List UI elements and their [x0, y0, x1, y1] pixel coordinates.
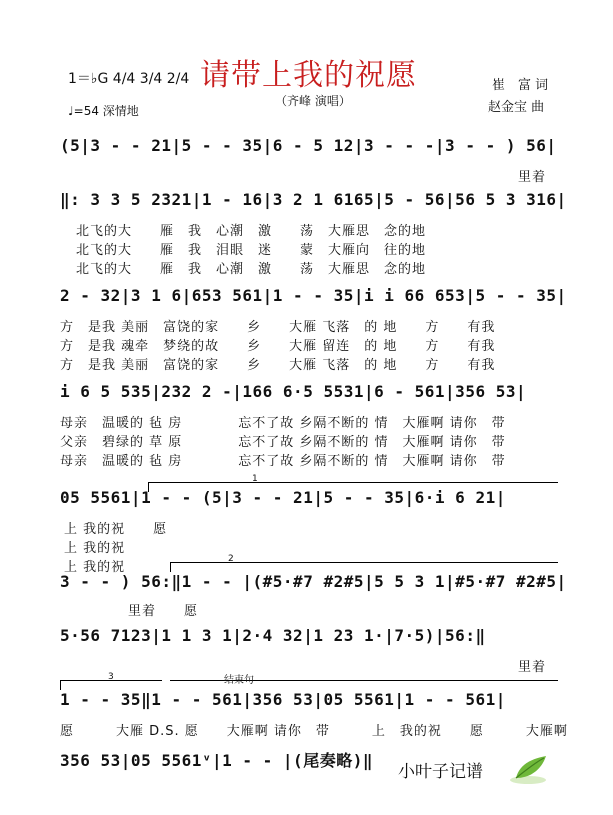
lyric-line-6: 里着 愿	[128, 604, 199, 619]
page-title: 请带上我的祝愿	[200, 58, 417, 93]
lyric-line-2-2: 北飞的大 雁 我 泪眼 迷 蒙 大雁向 往的地	[76, 243, 427, 258]
singer-credit: （齐峰 演唱）	[275, 94, 351, 108]
volta-3-hook	[60, 680, 61, 690]
score-line-6: 3 - - ) 56:‖1 - - |(#5·#7 #2#5|5 5 3 1|#5·#7 #2#5|	[60, 572, 567, 591]
ending-label: 结束句	[224, 675, 254, 686]
lyric-line-7: 里着	[518, 660, 547, 675]
lyric-line-8: 愿 大雁 D.S. 愿 大雁啊 请你 带 上 我的祝 愿 大雁啊	[60, 724, 568, 739]
lyricist-credit: 崔 富 词	[492, 78, 549, 93]
score-line-7: 5·56 7123|1 1 3 1|2·4 32|1 23 1·|7·5)|56:‖	[60, 626, 486, 645]
lyric-line-5-3: 上 我的祝	[64, 560, 126, 575]
score-line-1: (5|3 - - 21|5 - - 35|6 - 5 12|3 - - -|3 - - ) 56|	[60, 136, 557, 155]
leaf-icon	[510, 752, 550, 786]
lyric-line-5-1: 上 我的祝 愿	[64, 522, 168, 537]
lyric-line-3-2: 方 是我 魂牵 梦绕的故 乡 大雁 留连 的 地 方 有我	[60, 339, 496, 354]
logo-text: 小叶子记谱	[398, 762, 483, 782]
composer-credit: 赵金宝 曲	[488, 100, 545, 115]
tempo-marking: ♩=54 深情地	[68, 104, 139, 118]
score-line-3: 2 - 32|3 1 6|653 561|1 - - 35|i i 66 653|5 - - 35|	[60, 286, 567, 305]
volta-2-label: 2	[228, 554, 234, 564]
volta-1-label: 1	[252, 474, 258, 484]
lyric-line-4-3: 母亲 温暖的 毡 房 忘不了故 乡隔不断的 情 大雁啊 请你 带	[60, 454, 506, 469]
score-line-5: 05 5561|1 - - (5|3 - - 21|5 - - 35|6·i 6 21|	[60, 488, 506, 507]
volta-1-line	[148, 482, 558, 483]
lyric-line-3-3: 方 是我 美丽 富饶的家 乡 大雁 飞落 的 地 方 有我	[60, 358, 496, 373]
score-line-2: ‖: 3 3 5 2321|1 - 16|3 2 1 6165|5 - 56|56 5 3 316|	[60, 190, 567, 209]
score-line-9: 356 53|05 5561ᵛ|1 - - |(尾奏略)‖	[60, 751, 373, 770]
volta-3-label: 3	[108, 672, 114, 682]
key-signature: 1＝♭G 4/4 3/4 2/4	[68, 71, 190, 87]
lyric-line-4-1: 母亲 温暖的 毡 房 忘不了故 乡隔不断的 情 大雁啊 请你 带	[60, 416, 506, 431]
lyric-line-2-3: 北飞的大 雁 我 心潮 激 荡 大雁思 念的地	[76, 262, 427, 277]
lyric-line-3-1: 方 是我 美丽 富饶的家 乡 大雁 飞落 的 地 方 有我	[60, 320, 496, 335]
lyric-line-1-3: 里着	[518, 170, 547, 185]
lyric-line-4-2: 父亲 碧绿的 草 原 忘不了故 乡隔不断的 情 大雁啊 请你 带	[60, 435, 506, 450]
lyric-line-2-1: 北飞的大 雁 我 心潮 激 荡 大雁思 念的地	[76, 224, 427, 239]
score-line-4: i 6 5 535|232 2 -|166 6·5 5531|6 - 561|356 53|	[60, 382, 527, 401]
volta-2-hook	[170, 562, 171, 572]
score-line-8: 1 - - 35‖1 - - 561|356 53|05 5561|1 - - 561|	[60, 690, 506, 709]
lyric-line-5-2: 上 我的祝	[64, 541, 126, 556]
